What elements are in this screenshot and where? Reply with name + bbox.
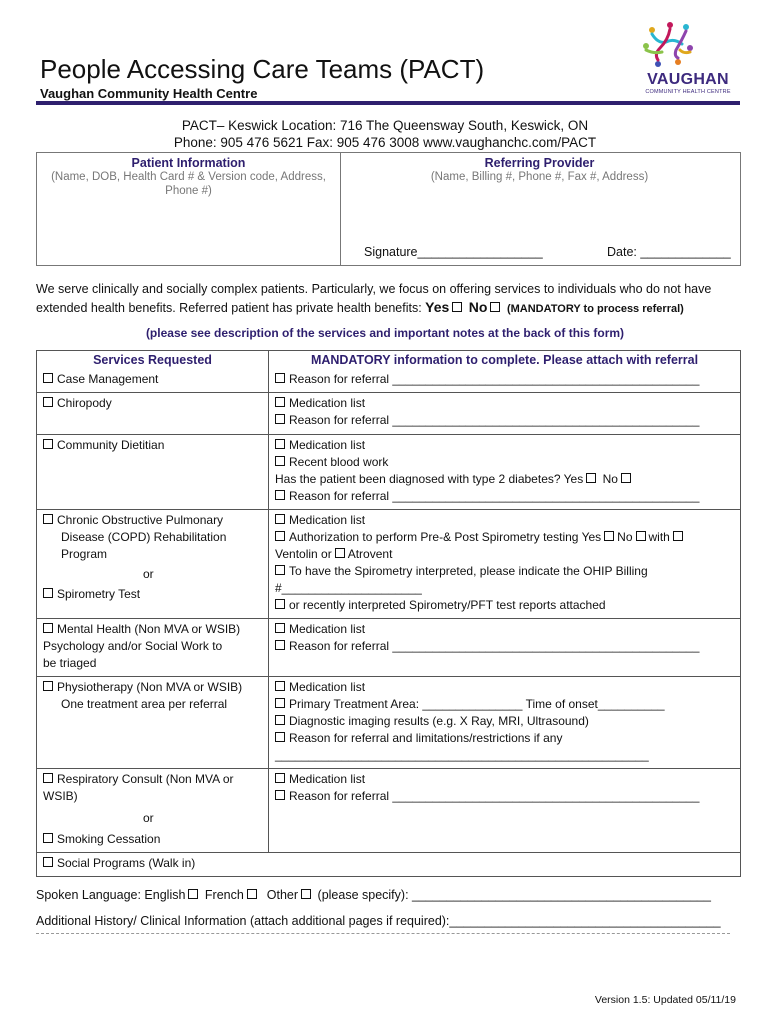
service-label: Psychology and/or Social Work to — [43, 639, 223, 653]
social-programs-checkbox[interactable] — [43, 857, 53, 867]
checkbox[interactable] — [275, 773, 285, 783]
date-field[interactable]: Date: _____________ — [607, 245, 731, 259]
location-line: PACT– Keswick Location: 716 The Queensway South, Keswick, ON — [181, 118, 589, 133]
service-label: Mental Health (Non MVA or WSIB) — [57, 622, 241, 636]
table-row — [37, 393, 741, 435]
checkbox[interactable] — [275, 698, 285, 708]
intro-line-1: We serve clinically and socially complex patients. Particularly, we focus on offering services to individuals who do not have — [36, 282, 712, 296]
info-item: Has the patient been diagnosed with type 2 diabetes? Yes — [275, 472, 584, 486]
table-row — [37, 619, 741, 677]
case-management-checkbox[interactable] — [43, 373, 53, 383]
services-table — [36, 350, 741, 877]
checkbox[interactable] — [275, 456, 285, 466]
version-label: Version 1.5: Updated 05/11/19 — [594, 994, 736, 1006]
logo-wordmark: VAUGHAN — [647, 71, 729, 88]
or-label: or — [143, 567, 154, 581]
spoken-language-line — [36, 888, 711, 902]
table-row — [37, 369, 741, 393]
table-row — [37, 853, 741, 877]
service-label: Smoking Cessation — [57, 832, 161, 846]
info-item: No — [617, 530, 633, 544]
info-item: Reason for referral ______________________________________________ — [289, 789, 700, 803]
service-label: Case Management — [57, 372, 159, 386]
diabetes-yes-checkbox[interactable] — [586, 473, 596, 483]
checkbox[interactable] — [275, 397, 285, 407]
chiropody-checkbox[interactable] — [43, 397, 53, 407]
service-label: Disease (COPD) Rehabilitation — [61, 530, 227, 544]
spiro-no-checkbox[interactable] — [636, 531, 646, 541]
info-item: To have the Spirometry interpreted, please indicate the OHIP Billing — [289, 564, 648, 578]
diabetes-no-checkbox[interactable] — [621, 473, 631, 483]
referrer-hint: (Name, Billing #, Phone #, Fax #, Address) — [430, 171, 649, 183]
spiro-yes-checkbox[interactable] — [604, 531, 614, 541]
service-label: One treatment area per referral — [61, 697, 228, 711]
language-label: Spoken Language: English — [36, 888, 186, 902]
organization-name: Vaughan Community Health Centre — [40, 86, 258, 101]
service-label: Chiropody — [57, 396, 112, 410]
services-column-header: Services Requested — [37, 351, 269, 370]
french-checkbox[interactable] — [247, 889, 257, 899]
info-item: No — [602, 472, 618, 486]
checkbox[interactable] — [275, 599, 285, 609]
service-label: Respiratory Consult (Non MVA or — [57, 772, 234, 786]
service-label: Spirometry Test — [57, 587, 141, 601]
checkbox[interactable] — [275, 565, 285, 575]
info-item: Medication list — [289, 622, 366, 636]
checkbox[interactable] — [275, 623, 285, 633]
info-item: with — [648, 530, 670, 544]
benefits-yes-label: Yes — [425, 299, 450, 315]
benefits-no-checkbox[interactable] — [490, 302, 500, 312]
other-language-field[interactable]: (please specify): ___________________________________________ — [317, 888, 711, 902]
ventolin-checkbox[interactable] — [335, 548, 345, 558]
other-language-checkbox[interactable] — [301, 889, 311, 899]
additional-history-field[interactable]: Additional History/ Clinical Information (attach additional pages if required):_______________________________________ — [36, 914, 721, 928]
back-of-form-note: (please see description of the services and important notes at the back of this form) — [145, 326, 625, 340]
patient-info-heading: Patient Information — [131, 156, 246, 170]
logo-subtitle: COMMUNITY HEALTH CENTRE — [645, 89, 731, 95]
intro-line-2: extended health benefits. Referred patient has private health benefits: — [36, 301, 422, 315]
info-item: Reason for referral ______________________________________________ — [289, 489, 700, 503]
signature-field[interactable]: Signature__________________ — [364, 245, 543, 259]
service-label: Physiotherapy (Non MVA or WSIB) — [57, 680, 243, 694]
info-item: Medication list — [289, 680, 366, 694]
respiratory-checkbox[interactable] — [43, 773, 53, 783]
checkbox[interactable] — [275, 414, 285, 424]
info-item: Diagnostic imaging results (e.g. X Ray, MRI, Ultrasound) — [289, 714, 589, 728]
smoking-cessation-checkbox[interactable] — [43, 833, 53, 843]
service-label: Community Dietitian — [57, 438, 165, 452]
info-item: Atrovent — [347, 547, 393, 561]
limitations-field[interactable]: ________________________________________________________ — [275, 748, 649, 762]
page-title: People Accessing Care Teams (PACT) — [40, 54, 485, 84]
checkbox[interactable] — [275, 640, 285, 650]
copd-checkbox[interactable] — [43, 514, 53, 524]
info-item: Ventolin or — [275, 547, 332, 561]
dietitian-checkbox[interactable] — [43, 439, 53, 449]
info-item: Reason for referral ______________________________________________ — [289, 372, 700, 386]
info-item: Medication list — [289, 772, 366, 786]
patient-info-hint: (Name, DOB, Health Card # & Version code, Address, — [51, 171, 326, 183]
info-item: Reason for referral ______________________________________________ — [289, 413, 700, 427]
service-label: be triaged — [43, 656, 97, 670]
mandatory-column-header: MANDATORY information to complete. Please attach with referral — [269, 351, 741, 370]
mental-health-checkbox[interactable] — [43, 623, 53, 633]
service-label: Program — [61, 547, 108, 561]
info-item: Medication list — [289, 396, 366, 410]
checkbox[interactable] — [275, 514, 285, 524]
spiro-with-checkbox[interactable] — [673, 531, 683, 541]
patient-info-box[interactable] — [36, 152, 341, 266]
table-row — [37, 677, 741, 769]
checkbox[interactable] — [275, 790, 285, 800]
info-item: Recent blood work — [289, 455, 389, 469]
language-label: French — [204, 888, 244, 902]
checkbox[interactable] — [275, 439, 285, 449]
referrer-heading: Referring Provider — [484, 156, 595, 170]
checkbox[interactable] — [275, 531, 285, 541]
mandatory-note: (MANDATORY to process referral) — [506, 303, 684, 315]
table-row — [37, 769, 741, 853]
service-label: WSIB) — [43, 789, 78, 803]
table-row — [37, 510, 741, 619]
service-label: Social Programs (Walk in) — [57, 856, 196, 870]
contact-line: Phone: 905 476 5621 Fax: 905 476 3008 www.vaughanchc.com/PACT — [173, 135, 597, 150]
info-item: Medication list — [289, 513, 366, 527]
info-item: Primary Treatment Area: _______________ Time of onset__________ — [289, 697, 665, 711]
info-item: Reason for referral and limitations/restrictions if any — [289, 731, 563, 745]
ohip-billing-field[interactable]: #_____________________ — [275, 581, 422, 595]
divider — [36, 933, 730, 934]
info-item: Medication list — [289, 438, 366, 452]
table-row — [37, 435, 741, 510]
benefits-no-label: No — [468, 299, 488, 315]
checkbox[interactable] — [275, 490, 285, 500]
english-checkbox[interactable] — [188, 889, 198, 899]
info-item: or recently interpreted Spirometry/PFT test reports attached — [289, 598, 606, 612]
patient-info-hint-2: Phone #) — [165, 185, 212, 197]
info-item: Authorization to perform Pre-& Post Spirometry testing Yes — [289, 530, 602, 544]
checkbox[interactable] — [275, 715, 285, 725]
intro-paragraph — [36, 280, 736, 318]
service-label: Chronic Obstructive Pulmonary — [57, 513, 224, 527]
info-item: Reason for referral ______________________________________________ — [289, 639, 700, 653]
physiotherapy-checkbox[interactable] — [43, 681, 53, 691]
referrer-box[interactable] — [339, 152, 741, 266]
spirometry-checkbox[interactable] — [43, 588, 53, 598]
or-label: or — [143, 811, 154, 825]
language-label: Other — [266, 888, 299, 902]
checkbox[interactable] — [275, 732, 285, 742]
checkbox[interactable] — [275, 681, 285, 691]
checkbox[interactable] — [275, 373, 285, 383]
benefits-yes-checkbox[interactable] — [452, 302, 462, 312]
